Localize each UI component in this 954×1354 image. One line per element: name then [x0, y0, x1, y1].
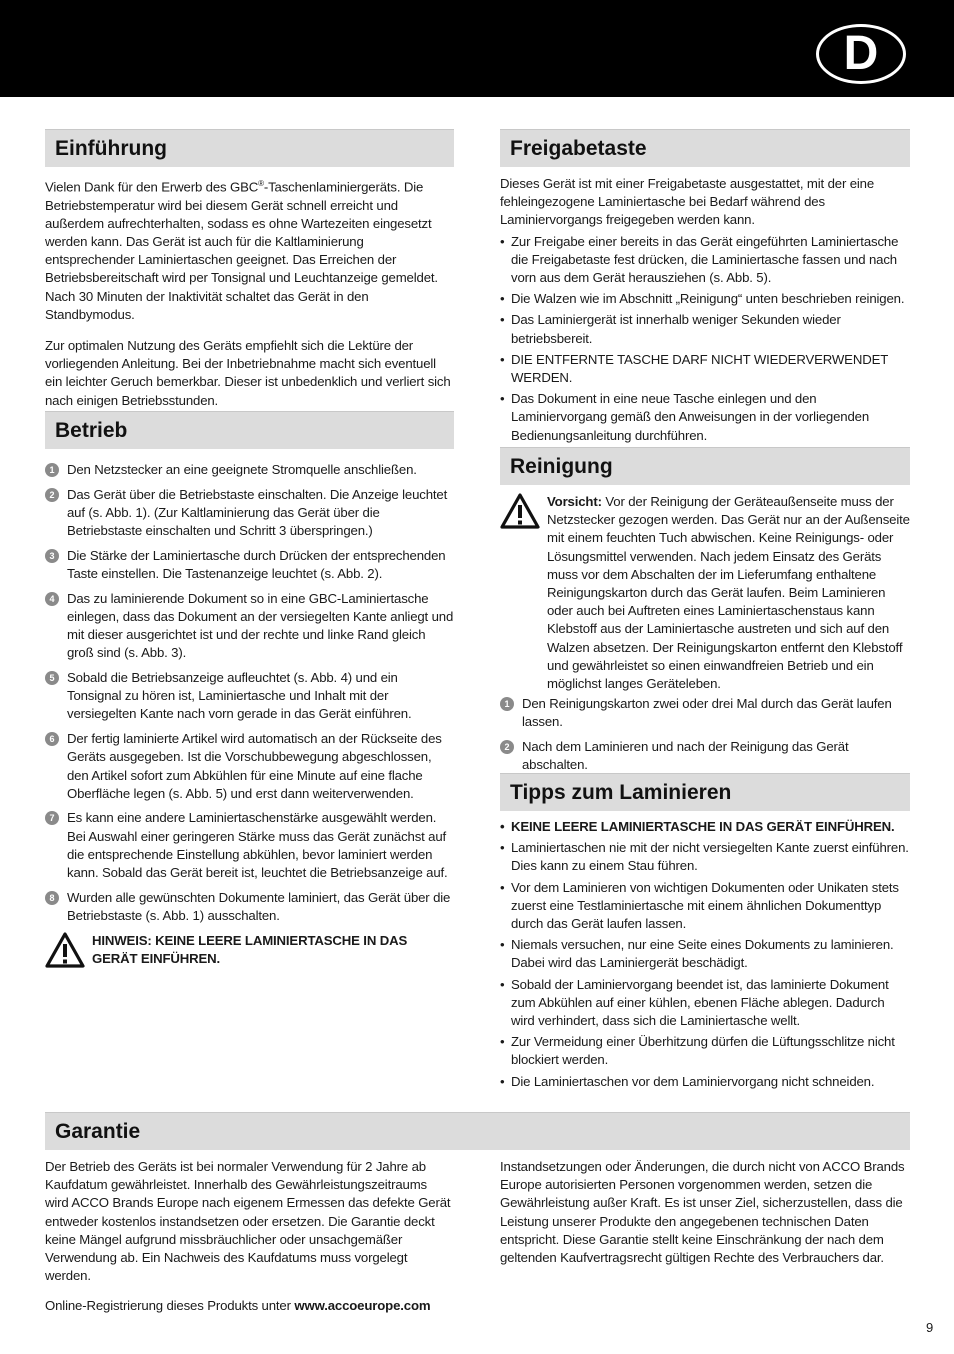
step-number-icon: 2 — [45, 488, 59, 502]
section-garantie — [45, 1112, 910, 1150]
step-text: Den Netzstecker an eine geeignete Stromquelle anschließen. — [67, 462, 417, 477]
einfuehrung-paragraph-2: Zur optimalen Nutzung des Geräts empfiehlt sich die Lektüre der vorliegenden Anleitung. Bei der Inbetriebnahme macht sich eventuell ein leichter Geruch bemerkbar. Dieser ist unbedenklich und verliert sich nach einigen Betriebsstunden. — [45, 338, 451, 408]
step-number-icon: 5 — [45, 671, 59, 685]
list-item: • Laminiertaschen nie mit der nicht versiegelten Kante zuerst einführen. Dies kann zu einem Stau führen. — [500, 839, 910, 875]
section-title-tipps: Tipps zum Laminieren — [500, 773, 910, 811]
section-freigabetaste — [500, 129, 910, 445]
step-text: Die Stärke der Laminiertasche durch Drücken der entsprechenden Taste einstellen. Die Tastenanzeige leuchtet (s. Abb. 2). — [67, 547, 446, 582]
warning-icon — [500, 493, 540, 529]
garantie-text-right: Instandsetzungen oder Änderungen, die durch nicht von ACCO Brands Europe autorisierten Personen vorgenommen werden, setzen die Gewährleistung außer Kraft. Es ist unser Ziel, sicherzustellen, dass die Leistung unserer Produkte den angegebenen technischen Daten entspricht. Diese Garantie stellt keine Einschränkung der nach dem geltenden Kaufvertragsrecht gültigen Rechte des Verbrauchers dar. — [500, 1159, 905, 1266]
step-number-icon: 1 — [45, 463, 59, 477]
step-item — [45, 669, 454, 724]
step-number-icon: 8 — [45, 891, 59, 905]
step-number-icon: 6 — [45, 732, 59, 746]
section-title-betrieb: Betrieb — [45, 411, 454, 449]
step-number-icon: 1 — [500, 697, 514, 711]
section-reinigung — [500, 447, 910, 781]
step-item — [500, 695, 910, 731]
step-item — [45, 889, 454, 925]
garantie-right-column — [500, 1158, 910, 1267]
garantie-left-column — [45, 1158, 454, 1316]
list-item: • Zur Freigabe einer bereits in das Gerät eingeführten Laminiertasche die Freigabetaste fest drücken, die Laminiertasche fassen und nach vorn aus dem Gerät herausziehen (s. Abb. 5). — [500, 233, 910, 288]
list-item: • Das Laminiergerät ist innerhalb weniger Sekunden wieder betriebsbereit. — [500, 311, 910, 347]
list-item: • Niemals versuchen, nur eine Seite eines Dokuments zu laminieren. Dabei wird das Laminiergerät beschädigt. — [500, 936, 910, 972]
freigabetaste-list — [500, 233, 910, 445]
list-item: • KEINE LEERE LAMINIERTASCHE IN DAS GERÄT EINFÜHREN. — [500, 818, 910, 836]
list-item: • DIE ENTFERNTE TASCHE DARF NICHT WIEDERVERWENDET WERDEN. — [500, 351, 910, 387]
section-title-einfuehrung: Einführung — [45, 129, 454, 167]
tipps-list — [500, 818, 910, 1091]
step-item — [45, 730, 454, 803]
list-item: • Das Dokument in eine neue Tasche einlegen und den Laminiervorgang gemäß den Anweisungen in der vorliegenden Bedienungsanleitung durchführen. — [500, 390, 910, 445]
step-text: Es kann eine andere Laminiertaschenstärke ausgewählt werden. Bei Auswahl einer geringeren Stärke muss das Gerät zunächst auf die entsprechende Einstellung abkühlen, bevor laminiert werden kann. Sobald das Gerät bereit ist, leuchtet die Betriebsanzeige auf. — [67, 810, 448, 881]
step-text: Sobald die Betriebsanzeige aufleuchtet (s. Abb. 4) und ein Tonsignal zu hören ist, Laminiertasche und Inhalt mit der versiegelten Kante nach vorn gerade in das Gerät einführen. — [67, 670, 412, 722]
step-number-icon: 3 — [45, 549, 59, 563]
list-item: • Zur Vermeidung einer Überhitzung dürfen die Lüftungsschlitze nicht blockiert werden. — [500, 1033, 910, 1069]
reinigung-caution-text: Vorsicht: Vor der Reinigung der Geräteaußenseite muss der Netzstecker gezogen werden. Das Gerät nur an der Außenseite mit einem feuchten Tuch abwischen. Keine Reinigungs- oder Lösungsmittel verwenden. Nach jedem Einsatz des Geräts muss vor dem Abschalten der im Lieferumfang enthaltene Reinigungskarton durch das Gerät laufen. Beim Laminieren oder auch bei Auftreten eines Laminiertaschenstaus kann Klebstoff aus der Laminiertasche austreten und sich auf den Walzen absetzen. Der Reinigungskarton entfernt den Klebstoff und gewährleistet so einen einwandfreien Betrieb und ein möglichst langes Geräteleben. — [547, 494, 910, 692]
betrieb-note-text: HINWEIS: KEINE LEERE LAMINIERTASCHE IN DAS GERÄT EINFÜHREN. — [92, 932, 408, 966]
step-item — [45, 809, 454, 882]
step-item — [45, 461, 454, 479]
warning-icon — [45, 932, 85, 968]
step-text: Wurden alle gewünschten Dokumente laminiert, das Gerät über die Betriebstaste (s. Abb. 1) ausschalten. — [67, 889, 451, 923]
section-betrieb — [45, 411, 454, 972]
step-text: Nach dem Laminieren und nach der Reinigung das Gerät abschalten. — [522, 739, 849, 773]
freigabetaste-intro: Dieses Gerät ist mit einer Freigabetaste ausgestattet, mit der eine fehleingezogene Laminiertasche bei Bedarf während des Laminiervorgangs freigegeben werden kann. — [500, 176, 875, 228]
step-item — [45, 547, 454, 583]
step-item — [45, 486, 454, 541]
step-number-icon: 4 — [45, 592, 59, 606]
website-link[interactable]: www.accoeurope.com — [294, 1298, 431, 1314]
step-number-icon: 2 — [500, 740, 514, 754]
einfuehrung-paragraph-1: Vielen Dank für den Erwerb des GBC®-Taschenlaminiergeräts. Die Betriebstemperatur wird bei diesem Gerät schnell erreicht und außerdem aufrechterhalten, sodass es ohne Wartezeiten eingesetzt werden kann. Das Gerät ist auch für die Kaltlaminierung entsprechender Laminiertaschen geeignet. Das Erreichen der Betriebsbereitschaft wird per Tonsignal und Leuchtanzeige gemeldet. Nach 30 Minuten der Inaktivität schaltet das Gerät in den Standbymodus. — [45, 179, 438, 322]
step-item — [45, 590, 454, 663]
betrieb-steps — [45, 461, 454, 925]
step-text: Den Reinigungskarton zwei oder drei Mal durch das Gerät laufen lassen. — [522, 696, 892, 730]
section-title-freigabetaste: Freigabetaste — [500, 129, 910, 167]
list-item: • Die Laminiertaschen vor dem Laminiervorgang nicht schneiden. — [500, 1073, 910, 1091]
betrieb-note — [45, 932, 454, 972]
page-number: 9 — [926, 1320, 934, 1335]
step-item — [500, 738, 910, 774]
section-title-reinigung: Reinigung — [500, 447, 910, 485]
garantie-text-left: Der Betrieb des Geräts ist bei normaler Verwendung für 2 Jahre ab Kaufdatum gewährleistet. Innerhalb des Gewährleistungszeitraums wird ACCO Brands Europe nach eigenem Ermessen das defekte Gerät entweder kostenlos instandsetzen oder ersetzen. Die Garantie deckt keine Mängel aufgrund missbräuchlicher oder unsachgemäßer Verwendung ab. Ein Nachweis des Kaufdatums muss vorgelegt werden. — [45, 1159, 451, 1284]
step-text: Der fertig laminierte Artikel wird automatisch an der Rückseite des Geräts ausgegeben. Ist die Vorschubbewegung abgeschlossen, den Artikel sofort zum Abkühlen für eine Minute auf eine flache Oberfläche legen (s. Abb. 5) und erst dann weiterverwenden. — [67, 731, 442, 801]
header-bar — [0, 0, 954, 97]
list-item: • Vor dem Laminieren von wichtigen Dokumenten oder Unikaten stets zuerst eine Testlaminiertasche mit einem ähnlichen Dokumenttyp durch das Gerät laufen lassen. — [500, 879, 910, 934]
list-item: • Sobald der Laminiervorgang beendet ist, das laminierte Dokument zum Abkühlen auf einer kühlen, ebenen Fläche ablegen. Dadurch wird verhindert, dass sich die Laminiertasche wellt. — [500, 976, 910, 1031]
step-text: Das Gerät über die Betriebstaste einschalten. Die Anzeige leuchtet auf (s. Abb. 1). (Zur Kaltlaminierung das Gerät über die Betriebstaste einschalten und Schritt 3 überspringen.) — [67, 486, 448, 539]
section-tipps — [500, 773, 910, 1091]
step-text: Das zu laminierende Dokument so in eine GBC-Laminiertasche einlegen, dass das Dokument an der versiegelten Kante anliegt und mit dieser ausgerichtet ist und der rechte und linke Rand gleich groß sind (s. Abb. 3). — [67, 590, 454, 661]
list-item: • Die Walzen wie im Abschnitt „Reinigung“ unten beschrieben reinigen. — [500, 290, 910, 308]
section-title-garantie: Garantie — [45, 1112, 910, 1150]
reinigung-steps — [500, 695, 910, 774]
language-badge: D — [816, 24, 906, 84]
step-number-icon: 7 — [45, 811, 59, 825]
reinigung-caution — [500, 493, 910, 693]
section-einfuehrung — [45, 129, 454, 410]
garantie-online-registration: Online-Registrierung dieses Produkts unter www.accoeurope.com — [45, 1298, 431, 1314]
